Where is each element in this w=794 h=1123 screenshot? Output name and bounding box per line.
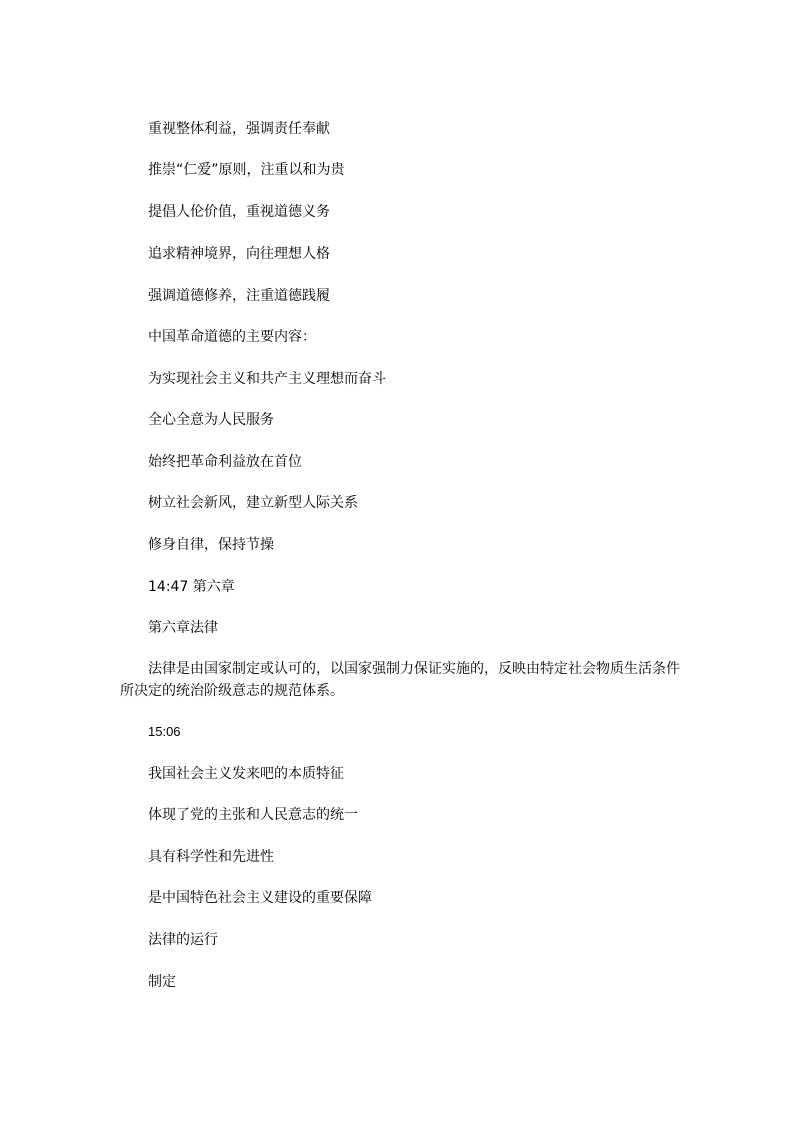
text-line: 具有科学性和先进性 [148,849,274,865]
text-line: 制定 [148,974,176,990]
text-line: 强调道德修养，注重道德践履 [148,288,330,304]
text-line: 全心全意为人民服务 [148,412,274,428]
text-line: 修身自律，保持节操 [148,537,274,553]
section-heading: 中国革命道德的主要内容： [148,329,316,345]
timestamp: 15:06 [148,724,181,739]
text-line: 法律的运行 [148,932,218,948]
text-line: 始终把革命利益放在首位 [148,454,302,470]
timestamp-chapter-line: 14:47 第六章 [148,579,235,595]
text-line: 为实现社会主义和共产主义理想而奋斗 [148,371,386,387]
text-line: 推崇“仁爱”原则，注重以和为贵 [148,162,345,178]
text-line: 树立社会新风，建立新型人际关系 [148,495,358,511]
text-line: 是中国特色社会主义建设的重要保障 [148,890,372,906]
text-line: 提倡人伦价值，重视道德义务 [148,204,330,220]
chapter-title: 第六章法律 [148,620,218,636]
definition-paragraph: 法律是由国家制定或认可的，以国家强制力保证实施的，反映由特定社会物质生活条件所决定的统治阶级意志的规范体系。 [120,661,680,699]
text-line: 重视整体利益，强调责任奉献 [148,121,330,137]
text-line: 体现了党的主张和人民意志的统一 [148,807,358,823]
text-line: 我国社会主义发来吧的本质特征 [148,766,344,782]
text-line: 追求精神境界，向往理想人格 [148,246,330,262]
